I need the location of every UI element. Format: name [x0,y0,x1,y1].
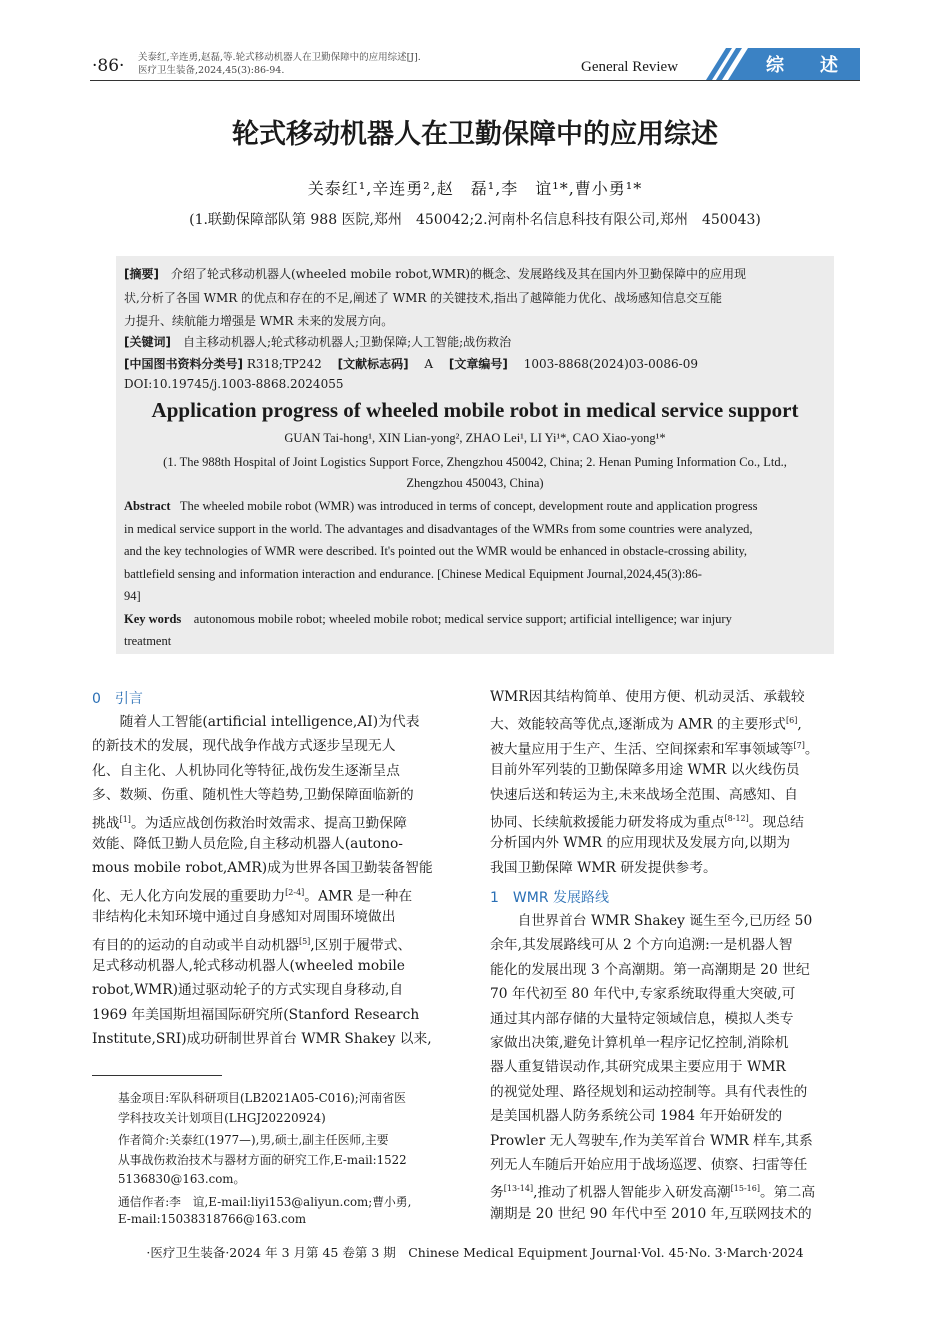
text-line: 化、无人化方向发展的重要助力[2-4]。AMR 是一种在 [92,887,413,905]
text-line: 能化的发展出现 3 个高潮期。第一高潮期是 20 世纪 [490,961,810,978]
footnote-line: 作者简介:关泰红(1977—),男,硕士,副主任医师,主要 [118,1133,389,1147]
abstract-line: 状,分析了各国 WMR 的优点和存在的不足,阐述了 WMR 的关键技术,指出了越障能力优化、战场感知信息交互能 [124,291,723,305]
text-line: 家做出决策,避免计算机单一程序记忆控制,消除机 [490,1035,789,1051]
abstract-en-line: in medical service support in the world. The advantages and disadvantages of the WMRs from some countries were analyzed, [124,522,753,536]
text-line: 务[13-14],推动了机器人智能步入研发高潮[15-16]。第二高 [490,1184,816,1201]
keywords-cn: 自主移动机器人;轮式移动机器人;卫勤保障;人工智能;战伤救治 [183,335,512,349]
english-title: Application progress of wheeled mobile robot in medical service support [151,398,799,422]
section-label-en: General Review [581,59,679,75]
section-banner [700,46,860,80]
text-line: 协同、长续航救援能力研发将成为重点[8-12]。现总结 [490,814,804,831]
footnote-line: 基金项目:军队科研项目(LB2021A05-C016);河南省医 [118,1091,406,1105]
section-heading-1: 1 WMR 发展路线 [490,890,610,906]
affiliation: (1.联勤保障部队第 988 医院,郑州 450042;2.河南朴名信息科技有限公司,郑州 450043) [189,212,761,228]
article-number: 1003-8868(2024)03-0086-09 [523,357,698,371]
text-line: 随着人工智能(artificial intelligence,AI)为代表 [92,714,420,730]
keywords-en: treatment [124,634,172,648]
clc-label: [中国图书资料分类号] [124,357,243,371]
english-affiliation: (1. The 988th Hospital of Joint Logistics Support Force, Zhengzhou 450042, China; 2. Henan Puming Information Co., Ltd., [163,455,787,469]
text-line: 是美国机器人防务系统公司 1984 年开始研发的 [490,1108,783,1125]
doi: DOI:10.19745/j.1003-8868.2024055 [124,377,344,391]
abstract-en-line: 94] [124,589,141,603]
page-footer: ·医疗卫生装备·2024 年 3 月第 45 卷第 3 期 Chinese Medical Equipment Journal·Vol. 45·No. 3·March·2024 [146,1245,804,1260]
keywords-en-label: Key words [124,612,182,626]
citation-line: 关泰红,辛连勇,赵磊,等.轮式移动机器人在卫勤保障中的应用综述[J]. [138,52,421,63]
text-line: 挑战[1]。为适应战创伤救治时效需求、提高卫勤保障 [92,814,407,832]
text-line: 化、自主化、人机协同化等特征,战伤发生逐渐呈点 [92,762,400,779]
text-line: 快速后送和转运为主,未来战场全范围、高感知、自 [490,786,798,803]
doccode-value: A [424,357,434,371]
text-line: 1969 年美国斯坦福国际研究所(Stanford Research [92,1006,420,1023]
text-line: 的视觉处理、路径规划和运动控制等。具有代表性的 [490,1083,808,1100]
text-line: 70 年代初至 80 年代中,专家系统取得重大突破,可 [490,986,796,1003]
text-line: mous mobile robot,AMR)成为世界各国卫勤装备智能 [92,860,433,877]
keywords-label: [关键词] [124,335,171,349]
footnote-line: 学科技攻关计划项目(LHGJ20220924) [118,1110,326,1125]
abstract-line: 介绍了轮式移动机器人(wheeled mobile robot,WMR)的概念、发展路线及其在国内外卫勤保障中的应用现 [171,267,747,281]
text-line: Prowler 无人驾驶车,作为美军首台 WMR 样车,其系 [490,1132,813,1149]
text-line: 非结构化未知环境中通过自身感知对周围环境做出 [92,909,396,926]
authors: 关泰红¹,辛连勇²,赵 磊¹,李 谊¹*,曹小勇¹* [307,179,643,198]
text-line: 效能、降低卫勤人员危险,自主移动机器人(autono- [92,836,403,852]
footnote-rule [92,1075,222,1076]
citation [138,51,421,77]
text-line: WMR因其结构简单、使用方便、机动灵活、承载较 [490,689,805,705]
header-rule [90,80,860,81]
text-line: Institute,SRI)成功研制世界首台 WMR Shakey 以来, [92,1031,432,1048]
text-line: 器人重复错误动作,其研究成果主要应用于 WMR [490,1059,786,1076]
footnote-line: 通信作者:李 谊,E-mail:liyi153@aliyun.com;曹小勇, [118,1194,412,1209]
abstract-line: 力提升、续航能力增强是 WMR 未来的发展方向。 [124,314,394,328]
text-line: 余年,其发展路线可从 2 个方向追溯:一是机器人智 [490,937,793,954]
clc-value: R318;TP242 [246,357,322,371]
text-line: 的新技术的发展，现代战争作战方式逐步呈现无人 [92,738,396,755]
text-line: 被大量应用于生产、生活、空间探索和军事领域等[7]。 [490,740,819,758]
abstract-en-line: and the key technologies of WMR were described. It's pointed out the WMR would be enhanced in obstacle-crossing ability, [124,544,748,558]
text-line: 分析国内外 WMR 的应用现状及发展方向,以期为 [490,835,791,852]
english-authors: GUAN Tai-hong¹, XIN Lian-yong², ZHAO Lei¹, LI Yi¹*, CAO Xiao-yong¹* [284,431,666,445]
text-line: 自世界首台 WMR Shakey 诞生至今,已历经 50 [490,913,813,929]
text-line: 有目的的运动的自动或半自动机器[5],区别于履带式、 [92,936,412,954]
article-label: [文章编号] [448,357,508,371]
text-line: 我国卫勤保障 WMR 研发提供参考。 [490,859,717,876]
text-line: 足式移动机器人,轮式移动机器人(wheeled mobile [92,958,405,974]
abstract-en-label: Abstract [124,499,171,513]
text-line: 通过其内部存储的大量特定领域信息，模拟人类专 [490,1010,794,1027]
page-number: ·86· [92,56,125,76]
text-line: 列无人车随后开始应用于战场巡逻、侦察、扫雷等任 [490,1157,808,1173]
section-heading-intro: 0 引言 [92,691,143,707]
text-line: 多、数频、伤重、随机性大等趋势,卫勤保障面临新的 [92,787,414,804]
doccode-label: [文献标志码] [337,357,409,371]
footnote-line: 5136830@163.com。 [118,1172,246,1186]
footnote-line: 从事战伤救治技术与器材方面的研究工作,E-mail:1522 [118,1152,407,1167]
abstract-en-line: The wheeled mobile robot (WMR) was introduced in terms of concept, development route and application progress [179,499,758,513]
section-label-cn: 综 述 [766,55,838,76]
paper-title: 轮式移动机器人在卫勤保障中的应用综述 [232,119,718,150]
keywords-en: autonomous mobile robot; wheeled mobile robot; medical service support; artificial intelligence; war injury [193,612,732,626]
footnote-line: E-mail:15038318766@163.com [118,1212,307,1226]
abstract-label: [摘要] [124,267,159,281]
text-line: 大、效能较高等优点,逐渐成为 AMR 的主要形式[6], [490,716,802,733]
abstract-en-line: battlefield sensing and information interaction and endurance. [Chinese Medical Equipment Journal,2024,45(3):86- [124,567,702,581]
text-line: 潮期是 20 世纪 90 年代中至 2010 年,互联网技术的 [490,1205,812,1222]
citation-line: 医疗卫生装备,2024,45(3):86-94. [138,65,285,76]
text-line: 目前外军列装的卫勤保障多用途 WMR 以火线伤员 [490,762,800,779]
text-line: robot,WMR)通过驱动轮子的方式实现自身移动,自 [92,982,404,999]
english-affiliation: Zhengzhou 450043, China) [406,476,544,490]
